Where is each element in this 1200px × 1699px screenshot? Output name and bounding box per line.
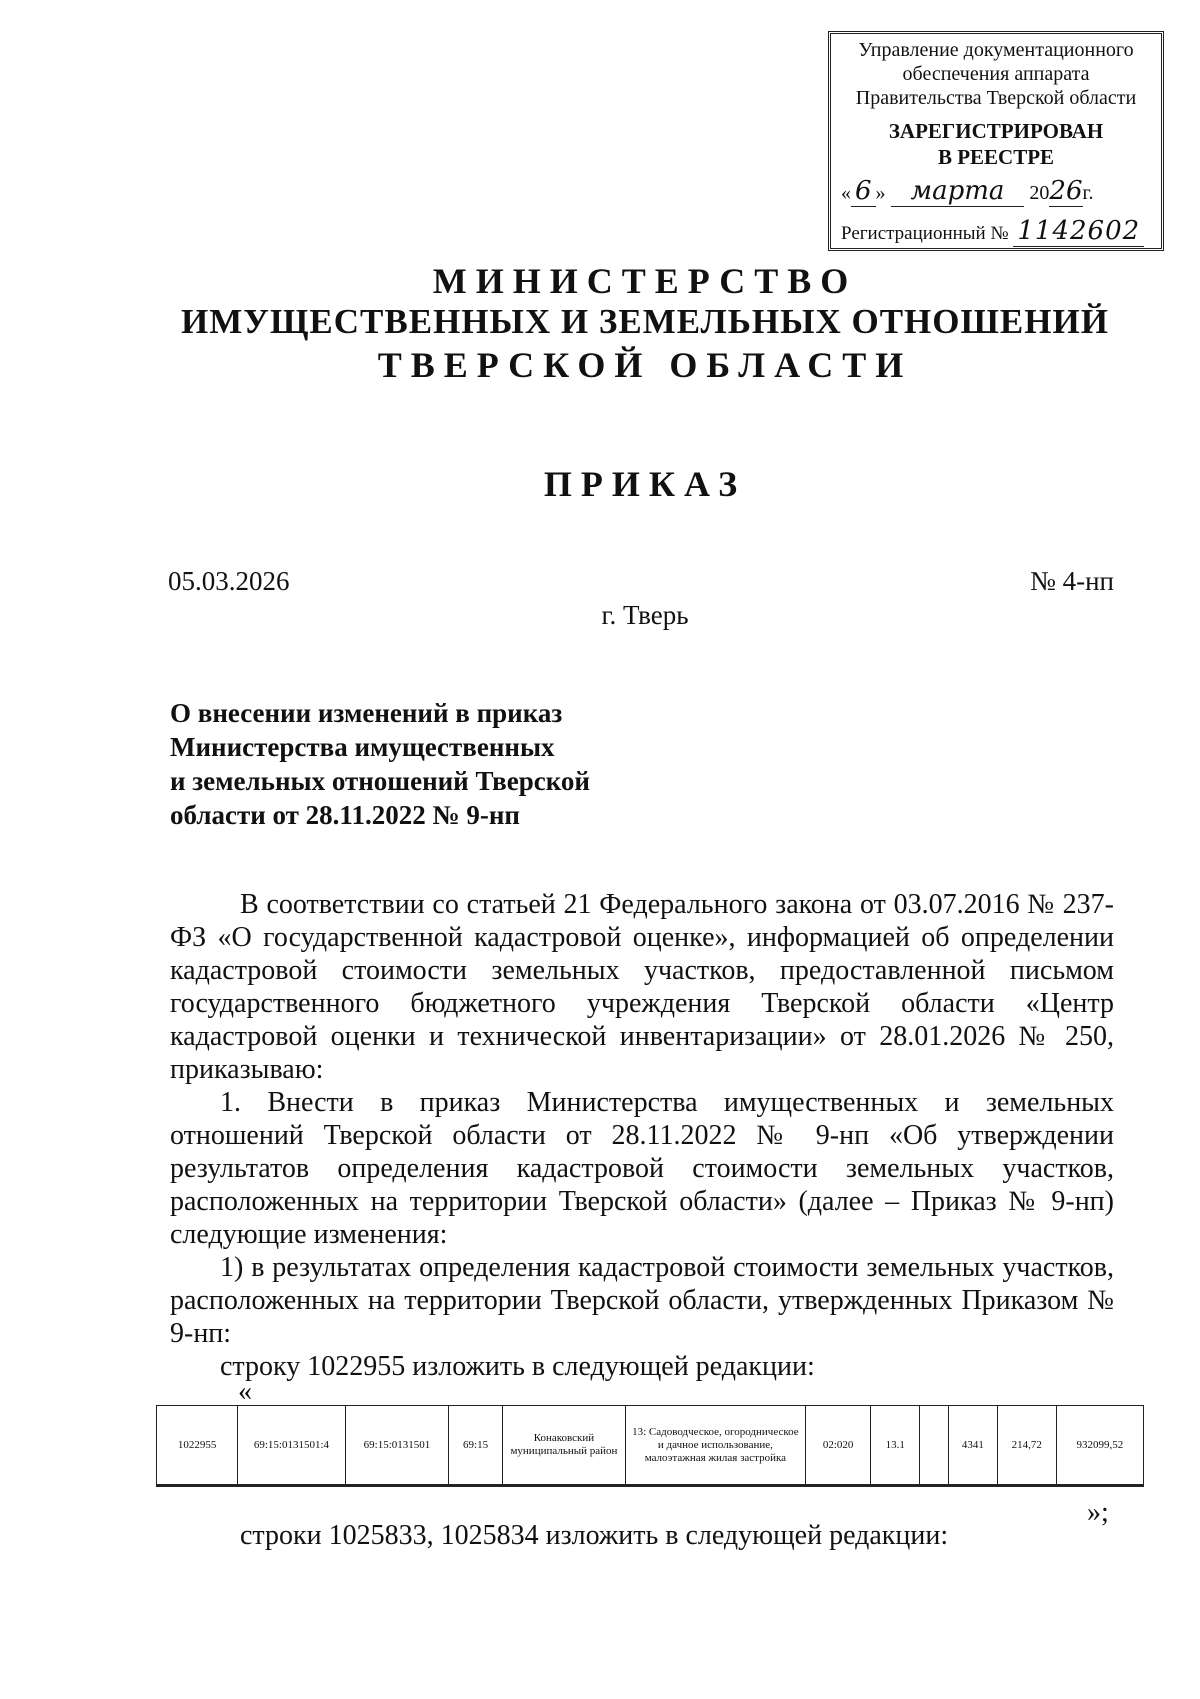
ministry-title-line3: ТВЕРСКОЙ ОБЛАСТИ: [377, 345, 913, 385]
table-cell: 1022955: [157, 1406, 238, 1486]
quote-close: »;: [1087, 1497, 1109, 1528]
table-cell: Конаковский муниципальный район: [502, 1406, 625, 1486]
stamp-date-line: [841, 176, 1157, 206]
stamp-day: 6: [851, 176, 876, 207]
table-cell: 69:15:0131501:4: [238, 1406, 346, 1486]
document-city: г. Тверь: [601, 600, 689, 630]
table-cell: [920, 1406, 949, 1486]
stamp-year-g: г.: [1082, 182, 1094, 204]
body-paragraph: строку 1022955 изложить в следующей редакции:: [220, 1351, 815, 1382]
quote-open: «: [238, 1376, 252, 1407]
table-cell: 02:020: [805, 1406, 871, 1486]
table-cell: 932099,52: [1056, 1406, 1143, 1486]
stamp-year-prefix: 20: [1029, 182, 1050, 204]
document-body: [170, 888, 1114, 1383]
table-cell: 69:15:0131501: [345, 1406, 448, 1486]
ministry-title-line1: МИНИСТЕРСТВО: [432, 261, 858, 301]
table-cell: 13: Садоводческое, огородническое и дачное использование, малоэтажная жилая застройка: [625, 1406, 805, 1486]
cadastral-table: [156, 1405, 1144, 1487]
body-paragraph: 1. Внести в приказ Министерства имущественных и земельных отношений Тверской области от 28.11.2022 № 9-нп «Об утверждении результатов определения кадастровой стоимости земельных участков, расположенных на территории Тверской области» (далее – Приказ № 9-нп) следующие изменения:: [170, 1087, 1114, 1250]
registration-stamp: [828, 31, 1164, 251]
body-paragraph: 1) в результатах определения кадастровой стоимости земельных участков, расположенных на территории Тверской области, утвержденных Приказом № 9-нп:: [170, 1252, 1114, 1349]
body-paragraph: В соответствии со статьей 21 Федерального закона от 03.07.2016 № 237-ФЗ «О государственной кадастровой оценке», информацией об определении кадастровой стоимости земельных участков, предоставленной письмом государственного бюджетного учреждения Тверской области «Центр кадастровой оценки и технической инвентаризации» от 28.01.2026 № 250, приказываю:: [170, 889, 1114, 1085]
document-date: 05.03.2026: [168, 566, 290, 596]
table-cell: 214,72: [997, 1406, 1056, 1486]
stamp-registered-line: ЗАРЕГИСТРИРОВАН: [888, 119, 1104, 143]
stamp-year-suffix: 26: [1049, 176, 1083, 206]
ministry-title-line2: ИМУЩЕСТВЕННЫХ И ЗЕМЕЛЬНЫХ ОТНОШЕНИЙ: [181, 302, 1109, 341]
table-cell: 13.1: [871, 1406, 920, 1486]
stamp-org-line: Правительства Тверской области: [855, 87, 1137, 109]
table-cell: 69:15: [449, 1406, 503, 1486]
document-type: ПРИКАЗ: [543, 464, 747, 504]
stamp-month: марта: [891, 176, 1025, 207]
stamp-regnum: 1142602: [1013, 216, 1144, 247]
body-paragraph: строки 1025833, 1025834 изложить в следующей редакции:: [240, 1520, 949, 1551]
table-cell: 4341: [948, 1406, 997, 1486]
stamp-registered-line: В РЕЕСТРЕ: [937, 145, 1055, 169]
stamp-org-line: обеспечения аппарата: [902, 63, 1090, 85]
table-row: [157, 1406, 1144, 1486]
stamp-regnum-label: Регистрационный №: [841, 223, 1009, 244]
stamp-regnum-line: [841, 216, 1157, 246]
document-number: № 4-нп: [1030, 566, 1114, 596]
document-subject: О внесении изменений в приказ Министерства имущественных и земельных отношений Тверской области от 28.11.2022 № 9-нп: [170, 698, 590, 830]
stamp-org-line: Управление документационного: [858, 39, 1134, 61]
stamp-quote: «: [841, 182, 851, 204]
stamp-quote: »: [875, 182, 886, 204]
stamp-registered-title: [831, 118, 1161, 170]
